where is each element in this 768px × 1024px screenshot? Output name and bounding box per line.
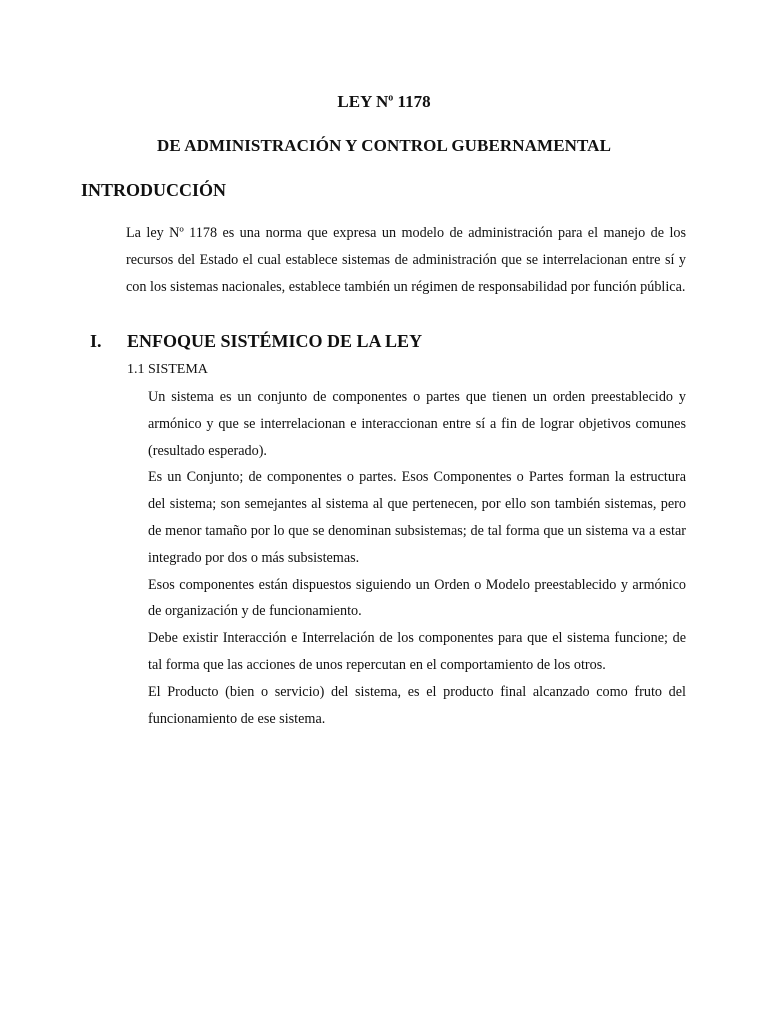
chapter-number: I. bbox=[90, 331, 102, 351]
document-title-prefix: LEY N bbox=[337, 92, 389, 111]
body-paragraph: Un sistema es un conjunto de componentes o partes que tienen un orden preestablecido y armónico y que se interrelacionan e interaccionan entre sí a fin de lograr objetivos comunes (resultado esperado). bbox=[148, 389, 686, 459]
document-title-ordinal: o bbox=[388, 92, 394, 104]
document-title bbox=[0, 91, 768, 113]
subsection-body bbox=[148, 384, 686, 732]
subsection-heading: 1.1 SISTEMA bbox=[127, 362, 208, 377]
introduction-heading: INTRODUCCIÓN bbox=[81, 180, 227, 200]
chapter-title: ENFOQUE SISTÉMICO DE LA LEY bbox=[127, 331, 423, 351]
body-paragraph: Esos componentes están dispuestos siguiendo un Orden o Modelo preestablecido y armónico de organización y de funcionamiento. bbox=[148, 576, 686, 620]
body-paragraph: Debe existir Interacción e Interrelación de los componentes para que el sistema funcione; de tal forma que las acciones de unos repercutan en el comportamiento de los otros. bbox=[148, 630, 686, 673]
body-paragraph: Es un Conjunto; de componentes o partes. Esos Componentes o Partes forman la estructura del sistema; son semejantes al sistema al que pertenecen, por ello son también sistemas, pero de menor tamaño por lo que se denominan subsistemas; de tal forma que un sistema va a estar integrado por dos o más subsistemas. bbox=[148, 469, 686, 566]
body-paragraph: El Producto (bien o servicio) del sistema, es el producto final alcanzado como fruto del funcionamiento de ese sistema. bbox=[148, 683, 686, 727]
chapter-heading bbox=[90, 330, 690, 352]
introduction-paragraph: La ley Nº 1178 es una norma que expresa un modelo de administración para el manejo de los recursos del Estado el cual establece sistemas de administración que se interrelacionan entre sí y con los sistemas nacionales, establece también un régimen de responsabilidad por función pública. bbox=[126, 225, 686, 295]
document-subtitle: DE ADMINISTRACIÓN Y CONTROL GUBERNAMENTAL bbox=[156, 136, 612, 155]
document-title-number: 1178 bbox=[393, 92, 431, 111]
